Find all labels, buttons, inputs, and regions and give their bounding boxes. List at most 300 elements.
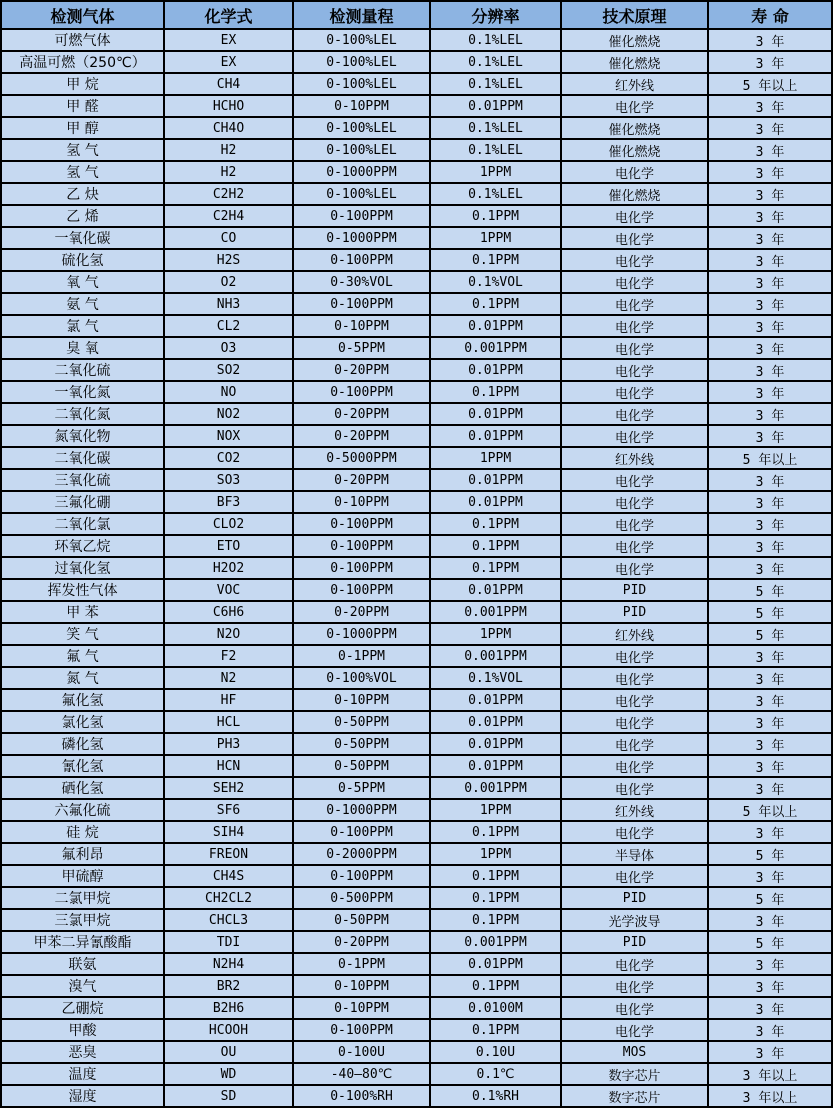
resolution-cell: 0.1PPM (430, 381, 561, 403)
lifespan-cell: 3 年 (708, 205, 832, 227)
formula-cell: HCL (164, 711, 293, 733)
formula-cell: WD (164, 1063, 293, 1085)
gas-name-cell: 乙硼烷 (1, 997, 164, 1019)
resolution-cell: 0.1PPM (430, 821, 561, 843)
principle-cell: 电化学 (561, 667, 708, 689)
table-row (1, 359, 832, 381)
principle-cell: 催化燃烧 (561, 51, 708, 73)
lifespan-cell: 5 年 (708, 601, 832, 623)
formula-cell: N2H4 (164, 953, 293, 975)
resolution-cell: 0.01PPM (430, 733, 561, 755)
formula-cell: SD (164, 1085, 293, 1107)
lifespan-cell: 3 年 (708, 469, 832, 491)
range-cell: 0-100PPM (293, 865, 430, 887)
lifespan-cell: 3 年以上 (708, 1063, 832, 1085)
range-cell: 0-1000PPM (293, 161, 430, 183)
gas-name-cell: 二氯甲烷 (1, 887, 164, 909)
resolution-cell: 0.01PPM (430, 491, 561, 513)
header-row (1, 1, 832, 29)
principle-cell: 电化学 (561, 491, 708, 513)
resolution-cell: 0.01PPM (430, 315, 561, 337)
table-row (1, 909, 832, 931)
lifespan-cell: 3 年 (708, 293, 832, 315)
lifespan-cell: 3 年 (708, 337, 832, 359)
lifespan-cell: 3 年 (708, 645, 832, 667)
resolution-cell: 0.10U (430, 1041, 561, 1063)
lifespan-cell: 3 年 (708, 865, 832, 887)
formula-cell: SEH2 (164, 777, 293, 799)
range-cell: 0-1000PPM (293, 227, 430, 249)
principle-cell: 电化学 (561, 381, 708, 403)
lifespan-cell: 3 年 (708, 381, 832, 403)
resolution-cell: 1PPM (430, 161, 561, 183)
table-row (1, 689, 832, 711)
table-row (1, 29, 832, 51)
lifespan-cell: 5 年以上 (708, 73, 832, 95)
formula-cell: CO2 (164, 447, 293, 469)
principle-cell: 数字芯片 (561, 1085, 708, 1107)
range-cell: 0-100%LEL (293, 139, 430, 161)
table-row (1, 161, 832, 183)
range-cell: 0-100PPM (293, 1019, 430, 1041)
formula-cell: EX (164, 51, 293, 73)
formula-cell: C2H4 (164, 205, 293, 227)
gas-name-cell: 氟化氢 (1, 689, 164, 711)
lifespan-cell: 3 年 (708, 733, 832, 755)
table-body (1, 29, 832, 1107)
gas-name-cell: 一氧化碳 (1, 227, 164, 249)
table-row (1, 337, 832, 359)
formula-cell: H2O2 (164, 557, 293, 579)
column-header-range: 检测量程 (293, 1, 430, 29)
formula-cell: TDI (164, 931, 293, 953)
lifespan-cell: 3 年 (708, 689, 832, 711)
principle-cell: 电化学 (561, 711, 708, 733)
gas-name-cell: 氮氧化物 (1, 425, 164, 447)
formula-cell: C6H6 (164, 601, 293, 623)
range-cell: 0-1000PPM (293, 799, 430, 821)
range-cell: 0-20PPM (293, 469, 430, 491)
range-cell: 0-5000PPM (293, 447, 430, 469)
lifespan-cell: 3 年 (708, 139, 832, 161)
formula-cell: H2 (164, 161, 293, 183)
principle-cell: 红外线 (561, 447, 708, 469)
column-header-gas: 检测气体 (1, 1, 164, 29)
formula-cell: CLO2 (164, 513, 293, 535)
resolution-cell: 0.1PPM (430, 1019, 561, 1041)
gas-name-cell: 三氧化硫 (1, 469, 164, 491)
table-row (1, 447, 832, 469)
gas-name-cell: 氯化氢 (1, 711, 164, 733)
gas-name-cell: 氟 气 (1, 645, 164, 667)
lifespan-cell: 3 年 (708, 513, 832, 535)
table-header (1, 1, 832, 29)
lifespan-cell: 3 年 (708, 227, 832, 249)
range-cell: 0-10PPM (293, 315, 430, 337)
lifespan-cell: 5 年 (708, 623, 832, 645)
resolution-cell: 0.01PPM (430, 359, 561, 381)
lifespan-cell: 3 年 (708, 95, 832, 117)
gas-name-cell: 氢 气 (1, 161, 164, 183)
range-cell: 0-2000PPM (293, 843, 430, 865)
principle-cell: 半导体 (561, 843, 708, 865)
lifespan-cell: 3 年 (708, 953, 832, 975)
gas-name-cell: 甲 苯 (1, 601, 164, 623)
resolution-cell: 0.01PPM (430, 689, 561, 711)
principle-cell: 光学波导 (561, 909, 708, 931)
principle-cell: 电化学 (561, 975, 708, 997)
gas-name-cell: 三氟化硼 (1, 491, 164, 513)
range-cell: 0-100PPM (293, 249, 430, 271)
resolution-cell: 0.1PPM (430, 975, 561, 997)
lifespan-cell: 3 年 (708, 271, 832, 293)
range-cell: 0-100PPM (293, 579, 430, 601)
gas-name-cell: 一氧化氮 (1, 381, 164, 403)
table-row (1, 777, 832, 799)
formula-cell: NO2 (164, 403, 293, 425)
gas-name-cell: 氧 气 (1, 271, 164, 293)
principle-cell: 电化学 (561, 953, 708, 975)
formula-cell: F2 (164, 645, 293, 667)
gas-name-cell: 硫化氢 (1, 249, 164, 271)
principle-cell: 电化学 (561, 249, 708, 271)
principle-cell: 电化学 (561, 645, 708, 667)
principle-cell: PID (561, 887, 708, 909)
range-cell: 0-30%VOL (293, 271, 430, 293)
range-cell: 0-100PPM (293, 513, 430, 535)
principle-cell: 电化学 (561, 227, 708, 249)
table-row (1, 1063, 832, 1085)
resolution-cell: 0.1%LEL (430, 117, 561, 139)
table-row (1, 843, 832, 865)
table-row (1, 997, 832, 1019)
range-cell: 0-100PPM (293, 557, 430, 579)
gas-name-cell: 联氨 (1, 953, 164, 975)
range-cell: 0-100PPM (293, 821, 430, 843)
table-row (1, 205, 832, 227)
table-row (1, 1041, 832, 1063)
table-row (1, 1019, 832, 1041)
resolution-cell: 0.01PPM (430, 469, 561, 491)
resolution-cell: 0.1PPM (430, 557, 561, 579)
principle-cell: 电化学 (561, 821, 708, 843)
table-row (1, 733, 832, 755)
principle-cell: 电化学 (561, 271, 708, 293)
principle-cell: 电化学 (561, 755, 708, 777)
lifespan-cell: 3 年 (708, 777, 832, 799)
lifespan-cell: 3 年 (708, 29, 832, 51)
lifespan-cell: 3 年 (708, 51, 832, 73)
table-row (1, 931, 832, 953)
column-header-principle: 技术原理 (561, 1, 708, 29)
formula-cell: HF (164, 689, 293, 711)
formula-cell: VOC (164, 579, 293, 601)
resolution-cell: 0.01PPM (430, 95, 561, 117)
formula-cell: SF6 (164, 799, 293, 821)
formula-cell: CL2 (164, 315, 293, 337)
range-cell: 0-20PPM (293, 359, 430, 381)
lifespan-cell: 5 年以上 (708, 447, 832, 469)
principle-cell: 电化学 (561, 95, 708, 117)
formula-cell: H2S (164, 249, 293, 271)
table-row (1, 711, 832, 733)
lifespan-cell: 3 年 (708, 403, 832, 425)
gas-name-cell: 二氧化碳 (1, 447, 164, 469)
range-cell: 0-100PPM (293, 293, 430, 315)
principle-cell: 电化学 (561, 315, 708, 337)
resolution-cell: 0.1%LEL (430, 51, 561, 73)
resolution-cell: 1PPM (430, 227, 561, 249)
table-row (1, 579, 832, 601)
lifespan-cell: 5 年 (708, 887, 832, 909)
gas-name-cell: 乙 炔 (1, 183, 164, 205)
range-cell: 0-100%LEL (293, 29, 430, 51)
range-cell: 0-100PPM (293, 205, 430, 227)
range-cell: 0-100%RH (293, 1085, 430, 1107)
column-header-formula: 化学式 (164, 1, 293, 29)
lifespan-cell: 3 年 (708, 425, 832, 447)
table-row (1, 513, 832, 535)
range-cell: 0-20PPM (293, 403, 430, 425)
resolution-cell: 0.001PPM (430, 601, 561, 623)
formula-cell: HCOOH (164, 1019, 293, 1041)
formula-cell: NH3 (164, 293, 293, 315)
formula-cell: PH3 (164, 733, 293, 755)
table-row (1, 183, 832, 205)
formula-cell: NOX (164, 425, 293, 447)
formula-cell: H2 (164, 139, 293, 161)
table-row (1, 227, 832, 249)
table-row (1, 953, 832, 975)
range-cell: 0-5PPM (293, 777, 430, 799)
formula-cell: CH4 (164, 73, 293, 95)
table-row (1, 381, 832, 403)
resolution-cell: 0.01PPM (430, 755, 561, 777)
gas-name-cell: 硒化氢 (1, 777, 164, 799)
gas-name-cell: 甲酸 (1, 1019, 164, 1041)
resolution-cell: 0.01PPM (430, 953, 561, 975)
range-cell: 0-20PPM (293, 601, 430, 623)
principle-cell: 电化学 (561, 161, 708, 183)
principle-cell: 电化学 (561, 777, 708, 799)
principle-cell: 电化学 (561, 535, 708, 557)
formula-cell: B2H6 (164, 997, 293, 1019)
formula-cell: C2H2 (164, 183, 293, 205)
gas-name-cell: 氰化氢 (1, 755, 164, 777)
formula-cell: BF3 (164, 491, 293, 513)
table-row (1, 799, 832, 821)
resolution-cell: 0.01PPM (430, 425, 561, 447)
principle-cell: 电化学 (561, 997, 708, 1019)
table-row (1, 315, 832, 337)
lifespan-cell: 3 年 (708, 755, 832, 777)
principle-cell: 电化学 (561, 689, 708, 711)
gas-name-cell: 氟利昂 (1, 843, 164, 865)
range-cell: 0-10PPM (293, 997, 430, 1019)
range-cell: 0-50PPM (293, 755, 430, 777)
formula-cell: CHCL3 (164, 909, 293, 931)
resolution-cell: 0.001PPM (430, 931, 561, 953)
principle-cell: 电化学 (561, 337, 708, 359)
gas-name-cell: 氢 气 (1, 139, 164, 161)
column-header-resolution: 分辨率 (430, 1, 561, 29)
range-cell: 0-100PPM (293, 381, 430, 403)
gas-name-cell: 湿度 (1, 1085, 164, 1107)
table-row (1, 535, 832, 557)
table-row (1, 557, 832, 579)
formula-cell: OU (164, 1041, 293, 1063)
gas-name-cell: 乙 烯 (1, 205, 164, 227)
resolution-cell: 0.1%RH (430, 1085, 561, 1107)
table-row (1, 491, 832, 513)
lifespan-cell: 3 年 (708, 491, 832, 513)
resolution-cell: 1PPM (430, 447, 561, 469)
principle-cell: 电化学 (561, 403, 708, 425)
range-cell: -40—80℃ (293, 1063, 430, 1085)
gas-name-cell: 温度 (1, 1063, 164, 1085)
table-row (1, 73, 832, 95)
range-cell: 0-50PPM (293, 711, 430, 733)
resolution-cell: 0.1%VOL (430, 667, 561, 689)
principle-cell: 催化燃烧 (561, 117, 708, 139)
lifespan-cell: 3 年 (708, 315, 832, 337)
formula-cell: HCHO (164, 95, 293, 117)
principle-cell: 电化学 (561, 469, 708, 491)
resolution-cell: 0.1PPM (430, 205, 561, 227)
formula-cell: O3 (164, 337, 293, 359)
lifespan-cell: 3 年 (708, 557, 832, 579)
principle-cell: 电化学 (561, 513, 708, 535)
lifespan-cell: 3 年 (708, 535, 832, 557)
lifespan-cell: 3 年以上 (708, 1085, 832, 1107)
range-cell: 0-100%LEL (293, 51, 430, 73)
gas-name-cell: 三氯甲烷 (1, 909, 164, 931)
table-row (1, 51, 832, 73)
table-row (1, 425, 832, 447)
formula-cell: SO3 (164, 469, 293, 491)
principle-cell: 催化燃烧 (561, 183, 708, 205)
table-row (1, 887, 832, 909)
table-row (1, 865, 832, 887)
principle-cell: 红外线 (561, 799, 708, 821)
principle-cell: 电化学 (561, 557, 708, 579)
gas-name-cell: 臭 氧 (1, 337, 164, 359)
table-row (1, 601, 832, 623)
range-cell: 0-50PPM (293, 733, 430, 755)
table-row (1, 755, 832, 777)
range-cell: 0-100%LEL (293, 73, 430, 95)
gas-name-cell: 六氟化硫 (1, 799, 164, 821)
range-cell: 0-100%VOL (293, 667, 430, 689)
principle-cell: 红外线 (561, 623, 708, 645)
gas-name-cell: 硅 烷 (1, 821, 164, 843)
lifespan-cell: 3 年 (708, 1019, 832, 1041)
lifespan-cell: 3 年 (708, 249, 832, 271)
lifespan-cell: 3 年 (708, 359, 832, 381)
gas-name-cell: 甲苯二异氰酸酯 (1, 931, 164, 953)
gas-name-cell: 磷化氢 (1, 733, 164, 755)
principle-cell: 电化学 (561, 865, 708, 887)
formula-cell: CH4O (164, 117, 293, 139)
principle-cell: 催化燃烧 (561, 139, 708, 161)
resolution-cell: 0.1%VOL (430, 271, 561, 293)
resolution-cell: 0.001PPM (430, 645, 561, 667)
range-cell: 0-100%LEL (293, 183, 430, 205)
resolution-cell: 0.1%LEL (430, 73, 561, 95)
principle-cell: MOS (561, 1041, 708, 1063)
resolution-cell: 0.1PPM (430, 535, 561, 557)
resolution-cell: 0.1%LEL (430, 183, 561, 205)
gas-name-cell: 可燃气体 (1, 29, 164, 51)
principle-cell: 电化学 (561, 293, 708, 315)
table-row (1, 623, 832, 645)
lifespan-cell: 3 年 (708, 1041, 832, 1063)
formula-cell: O2 (164, 271, 293, 293)
principle-cell: 电化学 (561, 425, 708, 447)
resolution-cell: 0.0100M (430, 997, 561, 1019)
principle-cell: 电化学 (561, 359, 708, 381)
table-row (1, 249, 832, 271)
resolution-cell: 0.1℃ (430, 1063, 561, 1085)
resolution-cell: 0.1%LEL (430, 29, 561, 51)
formula-cell: EX (164, 29, 293, 51)
formula-cell: FREON (164, 843, 293, 865)
principle-cell: 催化燃烧 (561, 29, 708, 51)
formula-cell: N2 (164, 667, 293, 689)
gas-name-cell: 二氧化氯 (1, 513, 164, 535)
range-cell: 0-20PPM (293, 931, 430, 953)
resolution-cell: 0.01PPM (430, 579, 561, 601)
range-cell: 0-5PPM (293, 337, 430, 359)
resolution-cell: 0.1PPM (430, 293, 561, 315)
table-row (1, 95, 832, 117)
principle-cell: 数字芯片 (561, 1063, 708, 1085)
resolution-cell: 0.001PPM (430, 777, 561, 799)
gas-name-cell: 笑 气 (1, 623, 164, 645)
table-row (1, 1085, 832, 1107)
gas-name-cell: 二氧化氮 (1, 403, 164, 425)
column-header-lifespan: 寿 命 (708, 1, 832, 29)
principle-cell: PID (561, 931, 708, 953)
resolution-cell: 1PPM (430, 843, 561, 865)
gas-name-cell: 甲 醛 (1, 95, 164, 117)
lifespan-cell: 3 年 (708, 117, 832, 139)
gas-name-cell: 恶臭 (1, 1041, 164, 1063)
resolution-cell: 1PPM (430, 799, 561, 821)
table-row (1, 403, 832, 425)
resolution-cell: 0.1PPM (430, 249, 561, 271)
resolution-cell: 0.01PPM (430, 403, 561, 425)
range-cell: 0-100U (293, 1041, 430, 1063)
gas-name-cell: 氯 气 (1, 315, 164, 337)
lifespan-cell: 3 年 (708, 667, 832, 689)
table-row (1, 293, 832, 315)
range-cell: 0-500PPM (293, 887, 430, 909)
gas-name-cell: 高温可燃（250℃） (1, 51, 164, 73)
range-cell: 0-20PPM (293, 425, 430, 447)
gas-name-cell: 甲 烷 (1, 73, 164, 95)
principle-cell: PID (561, 579, 708, 601)
principle-cell: 红外线 (561, 73, 708, 95)
gas-name-cell: 二氧化硫 (1, 359, 164, 381)
table-row (1, 975, 832, 997)
resolution-cell: 0.1PPM (430, 909, 561, 931)
table-row (1, 117, 832, 139)
lifespan-cell: 3 年 (708, 161, 832, 183)
table-row (1, 469, 832, 491)
formula-cell: NO (164, 381, 293, 403)
resolution-cell: 0.01PPM (430, 711, 561, 733)
